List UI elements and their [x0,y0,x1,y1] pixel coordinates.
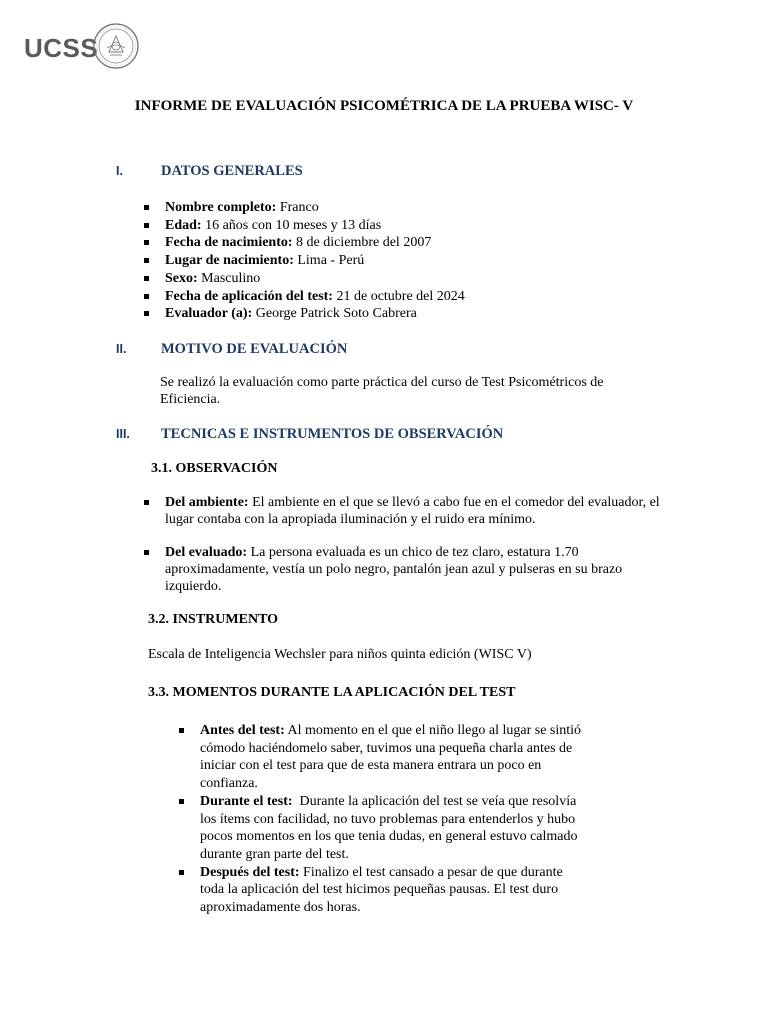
list-item [143,252,663,270]
item-label: Después del test: [200,864,300,880]
item-text: pocos momentos en los que tenia dudas, en general estuvo calmado [200,829,578,845]
observacion-list [143,494,673,528]
list-item [143,494,673,528]
item-label: Fecha de nacimiento: [165,235,293,251]
section-number: III. [116,427,130,441]
list-item [143,234,663,252]
item-value: Lima - Perú [293,253,365,269]
item-label: Evaluador (a): [165,306,253,322]
item-text: cómodo haciéndomelo saber, tuvimos una pequeña charla antes de [200,740,573,756]
list-item [143,217,663,235]
item-value: 16 años con 10 meses y 13 días [201,217,382,233]
logo-text: UCSS [24,33,99,63]
item-text: confianza. [200,776,258,792]
item-text: toda la aplicación del test hicimos pequeñas pausas. El test duro [200,882,559,898]
section-heading-2 [116,342,126,358]
subsection-title-instrumento: 3.2. INSTRUMENTO [148,612,279,627]
item-text: lugar contaba con la apropiada iluminación y el ruido era mínimo. [165,512,536,527]
item-text: durante gran parte del test. [200,846,349,862]
list-item [143,199,663,217]
item-value: 21 de octubre del 2024 [332,288,465,304]
item-text: Durante la aplicación del test se veía que resolvía [292,793,577,809]
section-heading-1 [116,164,123,180]
list-item [143,305,663,323]
item-label: Fecha de aplicación del test: [165,288,333,304]
section-title-motivo: MOTIVO DE EVALUACIÓN [161,341,348,357]
paragraph-line: Se realizó la evaluación como parte práctica del curso de Test Psicométricos de [160,375,604,390]
item-label: Del ambiente: [165,495,249,510]
subsection-title-momentos: 3.3. MOMENTOS DURANTE LA APLICACIÓN DEL TEST [148,685,516,700]
momentos-list [178,722,598,917]
observacion-list-2 [143,544,673,595]
item-value: Masculino [197,270,261,286]
item-label: Nombre completo: [165,200,277,215]
item-text: El ambiente en el que se llevó a cabo fue en el comedor del evaluador, el [248,495,660,510]
item-label: Durante el test: [200,793,293,809]
motivo-paragraph [160,375,640,408]
list-item [178,864,598,917]
item-text: izquierdo. [165,579,222,594]
list-item [143,288,663,306]
item-label: Del evaluado: [165,545,248,560]
item-label: Antes del test: [200,723,285,738]
item-text: los ítems con facilidad, no tuvo problemas para entenderlos y hubo [200,811,576,827]
list-item [143,544,673,595]
item-value: 8 de diciembre del 2007 [292,235,432,251]
item-label: Sexo: [165,270,198,286]
section-heading-3 [116,427,130,443]
section-title-tecnicas: TECNICAS E INSTRUMENTOS DE OBSERVACIÓN [161,426,504,442]
item-text: aproximadamente, vestía un polo negro, pantalón jean azul y pulseras en su brazo [165,562,623,577]
report-title: INFORME DE EVALUACIÓN PSICOMÉTRICA DE LA PRUEBA WISC- V [134,98,634,114]
section-number: II. [116,342,127,356]
item-label: Lugar de nacimiento: [165,253,294,269]
item-text: Finalizo el test cansado a pesar de que durante [299,864,563,880]
section-title-datos-generales: DATOS GENERALES [161,163,303,179]
item-label: Edad: [165,217,202,233]
list-item [178,722,598,793]
section-number: I. [116,164,123,178]
ucss-logo [24,22,142,72]
list-item [143,270,663,288]
item-text: La persona evaluada es un chico de tez claro, estatura 1.70 [247,545,579,560]
paragraph-line: Eficiencia. [160,391,221,407]
item-value: George Patrick Soto Cabrera [252,306,417,322]
list-item [178,793,598,864]
datos-generales-list [143,199,663,323]
subsection-title-observacion: 3.1. OBSERVACIÓN [151,461,278,476]
item-text: aproximadamente dos horas. [200,900,361,916]
instrumento-text: Escala de Inteligencia Wechsler para niños quinta edición (WISC V) [148,647,532,662]
item-value: Franco [276,200,319,215]
item-text: iniciar con el test para que de esta manera entrara un poco en [200,758,542,774]
item-text: Al momento en el que el niño llego al lugar se sintió [284,723,582,738]
university-seal-icon [92,22,140,70]
